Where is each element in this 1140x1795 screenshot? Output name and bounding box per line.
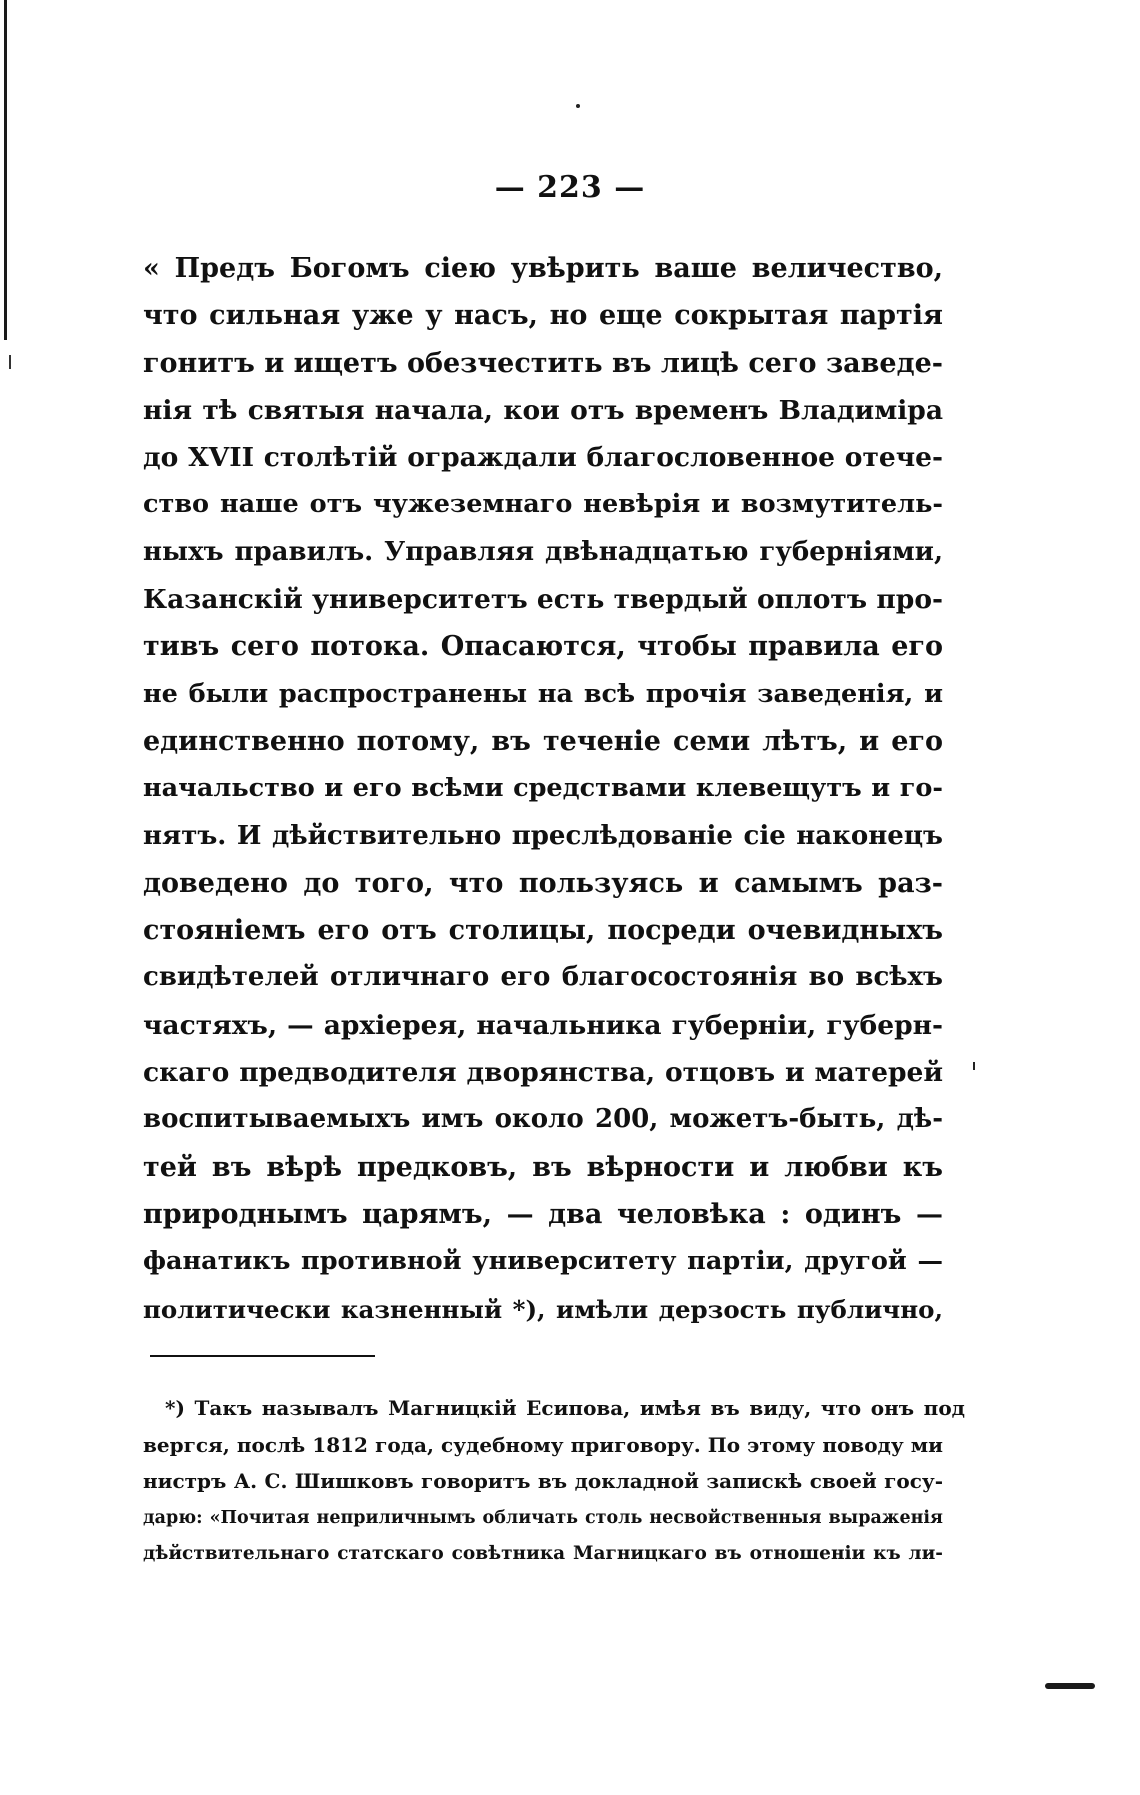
footnote-block bbox=[143, 1390, 965, 1573]
page-edge-mark bbox=[1045, 1683, 1095, 1689]
top-speck bbox=[576, 104, 580, 108]
right-margin-speck bbox=[973, 1062, 975, 1070]
text-line: нія тѣ святыя начала, кои отъ временъ Владиміра bbox=[143, 394, 943, 426]
text-line: нятъ. И дѣйствительно преслѣдованіе сіе наконецъ bbox=[143, 820, 943, 851]
text-line: Казанскій университетъ есть твердый оплотъ про- bbox=[143, 584, 943, 616]
text-line: ство наше отъ чужеземнаго невѣрія и возмутитель- bbox=[143, 489, 943, 520]
text-line: до XVII столѣтій ограждали благословенное отече- bbox=[143, 442, 943, 474]
text-line: доведено до того, что пользуясь и самымъ раз- bbox=[143, 867, 943, 899]
text-line: единственно потому, въ теченіе семи лѣтъ, и его bbox=[143, 725, 943, 757]
text-line: « Предъ Богомъ сіею увѣрить ваше величество, bbox=[143, 253, 943, 284]
text-line: фанатикъ противной университету партіи, другой — bbox=[143, 1246, 943, 1277]
text-line: тивъ сего потока. Опасаются, чтобы правила его bbox=[143, 631, 943, 663]
text-line: ныхъ правилъ. Управляя двѣнадцатью губерніями, bbox=[143, 536, 943, 567]
footnote-separator bbox=[150, 1355, 375, 1357]
text-line: стояніемъ его отъ столицы, посреди очевидныхъ bbox=[143, 915, 943, 947]
text-line: воспитываемыхъ имъ около 200, можетъ-быть, дѣ- bbox=[143, 1104, 943, 1135]
text-line: свидѣтелей отличнаго его благосостоянія во всѣхъ bbox=[143, 962, 943, 993]
footnote-line: *) Такъ называлъ Магницкій Есипова, имѣя въ виду, что онъ под bbox=[165, 1396, 965, 1420]
left-margin-tick bbox=[9, 355, 11, 369]
main-text-block bbox=[143, 245, 943, 1333]
footnote-line: нистръ А. С. Шишковъ говоритъ въ докладной запискѣ своей госу- bbox=[143, 1469, 943, 1493]
page-number: — 223 — bbox=[494, 170, 646, 205]
footnote-line: дѣйствительнаго статскаго совѣтника Магницкаго въ отношеніи къ ли- bbox=[143, 1543, 943, 1564]
footnote-line: вергся, послѣ 1812 года, судебному приговору. По этому поводу ми bbox=[143, 1432, 943, 1457]
text-line: начальство и его всѣми средствами клевещутъ и го- bbox=[143, 773, 943, 804]
text-line: тей въ вѣрѣ предковъ, въ вѣрности и любви къ bbox=[143, 1151, 943, 1183]
text-line: политически казненный *), имѣли дерзость публично, bbox=[143, 1294, 943, 1324]
footnote-line: дарю: «Почитая неприличнымъ обличать столь несвойственныя выраженія bbox=[143, 1507, 943, 1528]
text-line: не были распространены на всѣ прочія заведенія, и bbox=[143, 678, 943, 709]
text-line: гонитъ и ищетъ обезчестить въ лицѣ сего заведе- bbox=[143, 347, 943, 379]
text-line: скаго предводителя дворянства, отцовъ и матерей bbox=[143, 1057, 943, 1089]
text-line: частяхъ, — архіерея, начальника губерніи, губерн- bbox=[143, 1009, 943, 1041]
text-line: природнымъ царямъ, — два человѣка : одинъ — bbox=[143, 1198, 943, 1230]
text-line: что сильная уже у насъ, но еще сокрытая партія bbox=[143, 300, 943, 332]
